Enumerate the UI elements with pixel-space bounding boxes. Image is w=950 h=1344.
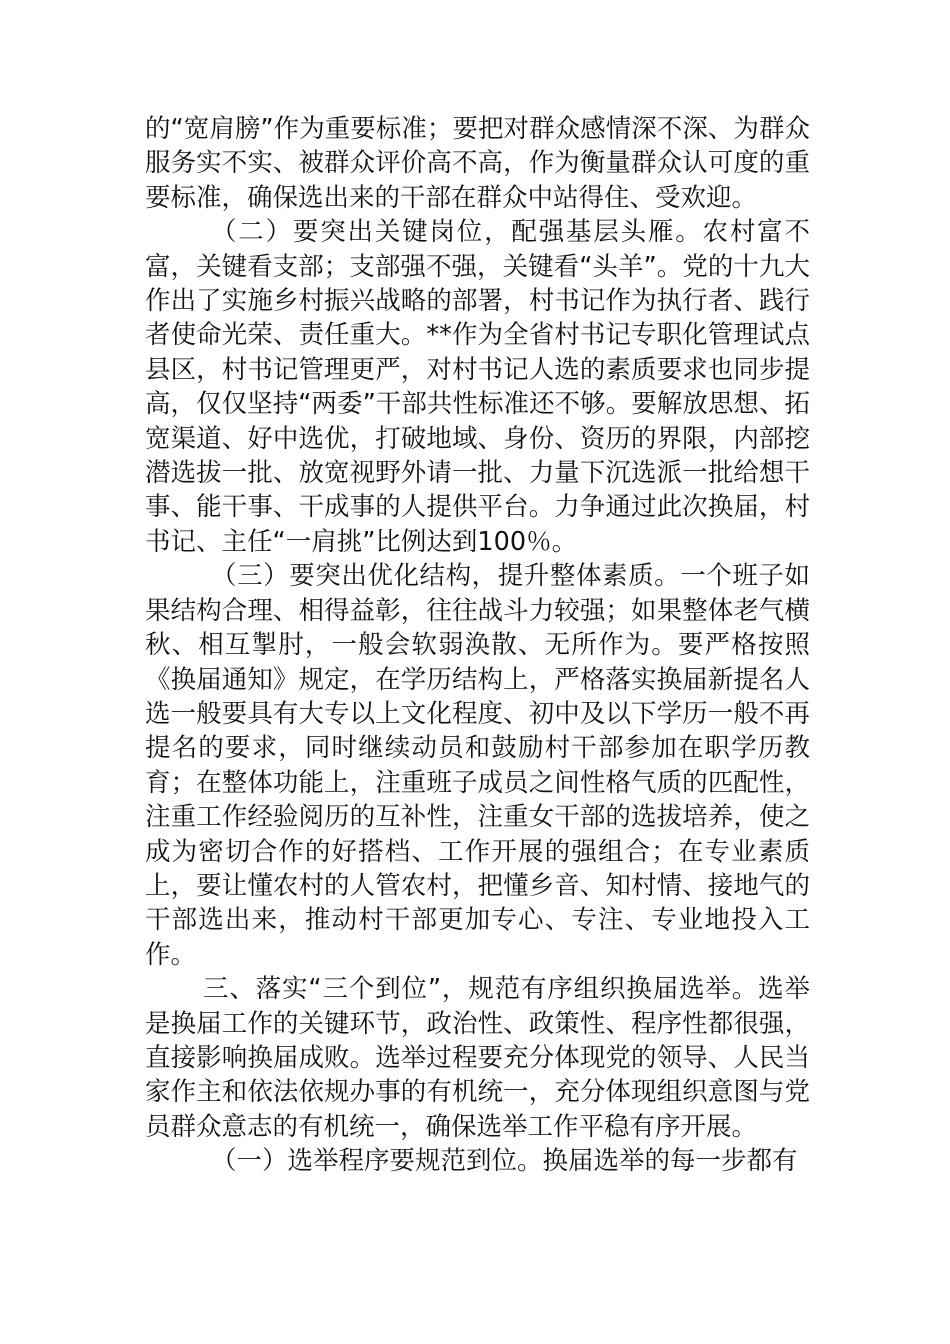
paragraph-continuation: 的“宽肩膀”作为重要标准；要把对群众感情深不深、为群众服务实不实、被群众评价高不高，作为衡量群众认可度的重要标准，确保选出来的干部在群众中站得住、受欢迎。	[145, 114, 810, 213]
paragraph-section-3-1: （一）选举程序要规范到位。换届选举的每一步都有	[211, 1146, 798, 1177]
document-body	[145, 112, 810, 1179]
paragraph-section-3: 三、落实“三个到位”，规范有序组织换届选举。选举是换届工作的关键环节，政治性、政策性、程序性都很强，直接影响换届成败。选举过程要充分体现党的领导、人民当家作主和依法依规办事的有机统一，充分体现组织意图与党员群众意志的有机统一，确保选举工作平稳有序开展。	[145, 974, 810, 1142]
paragraph-section-2-3: （三）要突出优化结构，提升整体素质。一个班子如果结构合理、相得益彰，往往战斗力较强；如果整体老气横秋、相互掣肘，一般会软弱涣散、无所作为。要严格按照《换届通知》规定，在学历结构上，严格落实换届新提名人选一般要具有大专以上文化程度、初中及以下学历一般不再提名的要求，同时继续动员和鼓励村干部参加在职学历教育；在整体功能上，注重班子成员之间性格气质的匹配性，注重工作经验阅历的互补性，注重女干部的选拔培养，使之成为密切合作的好搭档、工作开展的强组合；在专业素质上，要让懂农村的人管农村，把懂乡音、知村情、接地气的干部选出来，推动村干部更加专心、专注、专业地投入工作。	[145, 561, 810, 970]
paragraph-section-2-2: （二）要突出关键岗位，配强基层头雁。农村富不富，关键看支部；支部强不强，关键看“头羊”。党的十九大作出了实施乡村振兴战略的部署，村书记作为执行者、践行者使命光荣、责任重大。**作为全省村书记专职化管理试点县区，村书记管理更严，对村书记人选的素质要求也同步提高，仅仅坚持“两委”干部共性标准还不够。要解放思想、拓宽渠道、好中选优，打破地域、身份、资历的界限，内部挖潜选拔一批、放宽视野外请一批、力量下沉选派一批给想干事、能干事、干成事的人提供平台。力争通过此次换届，村书记、主任“一肩挑”比例达到100％。	[145, 217, 810, 557]
